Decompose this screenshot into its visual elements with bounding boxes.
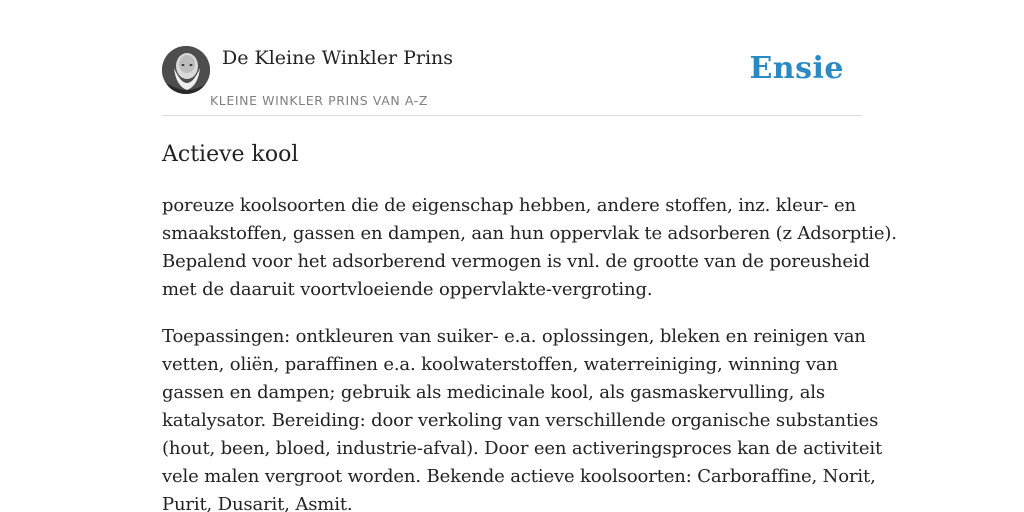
- text-line: Bepalend voor het adsorberend vermogen is vnl. de grootte van de poreusheid: [162, 251, 870, 272]
- author-avatar[interactable]: [162, 46, 210, 94]
- author-name[interactable]: De Kleine Winkler Prins: [222, 47, 454, 69]
- source-label[interactable]: KLEINE WINKLER PRINS VAN A-Z: [210, 93, 429, 108]
- text-line: met de daaruit voortvloeiende oppervlakte-vergroting.: [162, 279, 653, 300]
- text-line: vele malen vergroot worden. Bekende actieve koolsoorten: Carboraffine, Norit,: [162, 466, 876, 487]
- text-line: Purit, Dusarit, Asmit.: [162, 494, 353, 512]
- ensie-logo[interactable]: Ensie: [749, 51, 844, 86]
- article-body: [162, 192, 897, 512]
- text-line: (hout, been, bloed, industrie-afval). Door een activeringsproces kan de activiteit: [162, 438, 883, 459]
- page-container: [162, 0, 897, 512]
- text-line: poreuze koolsoorten die de eigenschap hebben, andere stoffen, inz. kleur- en: [162, 195, 856, 216]
- article-title: Actieve kool: [162, 142, 299, 167]
- text-line: Toepassingen: ontkleuren van suiker- e.a. oplossingen, bleken en reinigen van: [162, 326, 866, 347]
- text-line: gassen en dampen; gebruik als medicinale kool, als gasmaskervulling, als: [162, 382, 825, 403]
- paragraph-definition: [162, 192, 897, 304]
- text-line: smaakstoffen, gassen en dampen, aan hun oppervlak te adsorberen (z Adsorptie).: [162, 223, 897, 244]
- page-header: [162, 0, 862, 116]
- text-line: katalysator. Bereiding: door verkoling van verschillende organische substanties: [162, 410, 879, 431]
- text-line: vetten, oliën, paraffinen e.a. koolwaterstoffen, waterreiniging, winning van: [162, 354, 838, 375]
- author-portrait-icon: [162, 46, 210, 94]
- paragraph-applications: [162, 323, 883, 512]
